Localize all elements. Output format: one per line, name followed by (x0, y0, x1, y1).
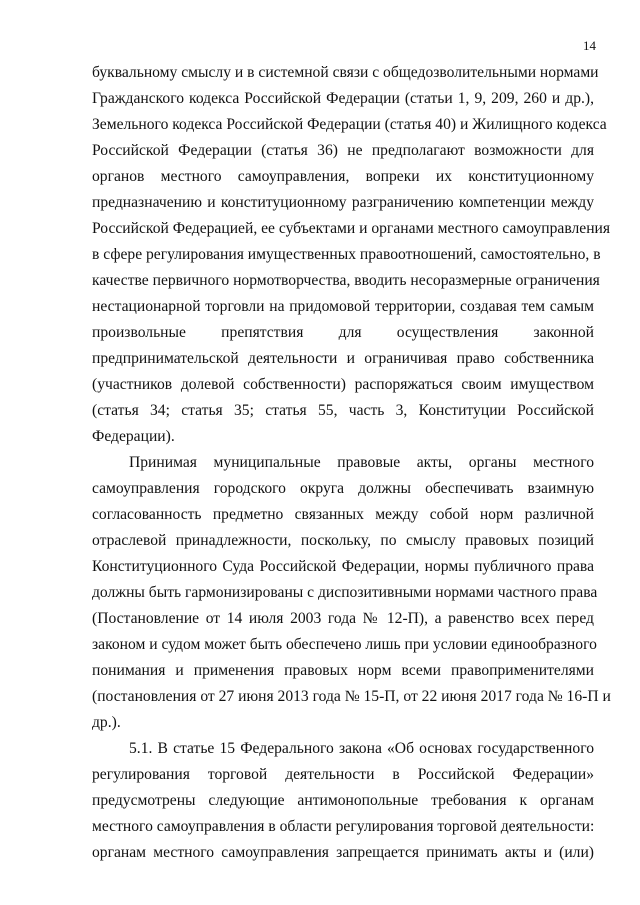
paragraph-last-line: Федерации). (92, 428, 175, 445)
text-line: (участников долевой собственности) распоряжаться своим имуществом (92, 376, 594, 393)
text-line: нестационарной торговли на придомовой территории, создавая тем самым (92, 298, 594, 315)
text-line: Гражданского кодекса Российской Федерации (статьи 1, 9, 209, 260 и др.), (92, 90, 594, 107)
text-line: Российской Федерацией, ее субъектами и органами местного самоуправления (92, 220, 611, 237)
text-line: предпринимательской деятельности и ограничивая право собственника (92, 350, 594, 367)
text-line: (статья 34; статья 35; статья 55, часть 3, Конституции Российской (92, 402, 594, 419)
text-line: местного самоуправления в области регулирования торговой деятельности: (92, 818, 595, 835)
text-line: произвольные препятствия для осуществления законной (92, 324, 594, 341)
text-line: буквальному смыслу и в системной связи с общедозволительными нормами (92, 64, 599, 81)
text-line: органам местного самоуправления запрещается принимать акты и (или) (92, 844, 594, 861)
text-line: качестве первичного нормотворчества, вводить несоразмерные ограничения (92, 272, 600, 289)
text-line: понимания и применения правовых норм всеми правоприменителями (92, 662, 594, 679)
text-line: должны быть гармонизированы с диспозитивными нормами частного права (92, 584, 598, 601)
text-line: предназначению и конституционному разграничению компетенции между (92, 194, 594, 211)
text-line: (постановления от 27 июня 2013 года № 15-П, от 22 июня 2017 года № 16-П и (92, 688, 611, 705)
text-line: (Постановление от 14 июля 2003 года № 12-П), а равенство всех перед (92, 610, 594, 627)
paragraph-first-line: Принимая муниципальные правовые акты, органы местного (129, 454, 594, 471)
page-number: 14 (583, 38, 596, 53)
paragraph-first-line: 5.1. В статье 15 Федерального закона «Об основах государственного (129, 740, 594, 757)
text-line: Российской Федерации (статья 36) не предполагают возможности для (92, 142, 594, 159)
paragraph-last-line: др.). (92, 714, 121, 731)
text-line: законом и судом может быть обеспечено лишь при условии единообразного (92, 636, 597, 653)
text-line: согласованность предметно связанных между собой норм различной (92, 506, 594, 523)
text-line: самоуправления городского округа должны обеспечивать взаимную (92, 480, 594, 497)
text-line: предусмотрены следующие антимонопольные требования к органам (92, 792, 594, 809)
text-line: Конституционного Суда Российской Федерации, нормы публичного права (92, 558, 594, 575)
text-line: регулирования торговой деятельности в Российской Федерации» (92, 766, 594, 783)
text-line: в сфере регулирования имущественных правоотношений, самостоятельно, в (92, 246, 601, 263)
text-line: органов местного самоуправления, вопреки их конституционному (92, 168, 594, 185)
text-line: отраслевой принадлежности, поскольку, по смыслу правовых позиций (92, 532, 594, 549)
text-line: Земельного кодекса Российской Федерации (статья 40) и Жилищного кодекса (92, 116, 607, 133)
document-body (92, 60, 611, 866)
